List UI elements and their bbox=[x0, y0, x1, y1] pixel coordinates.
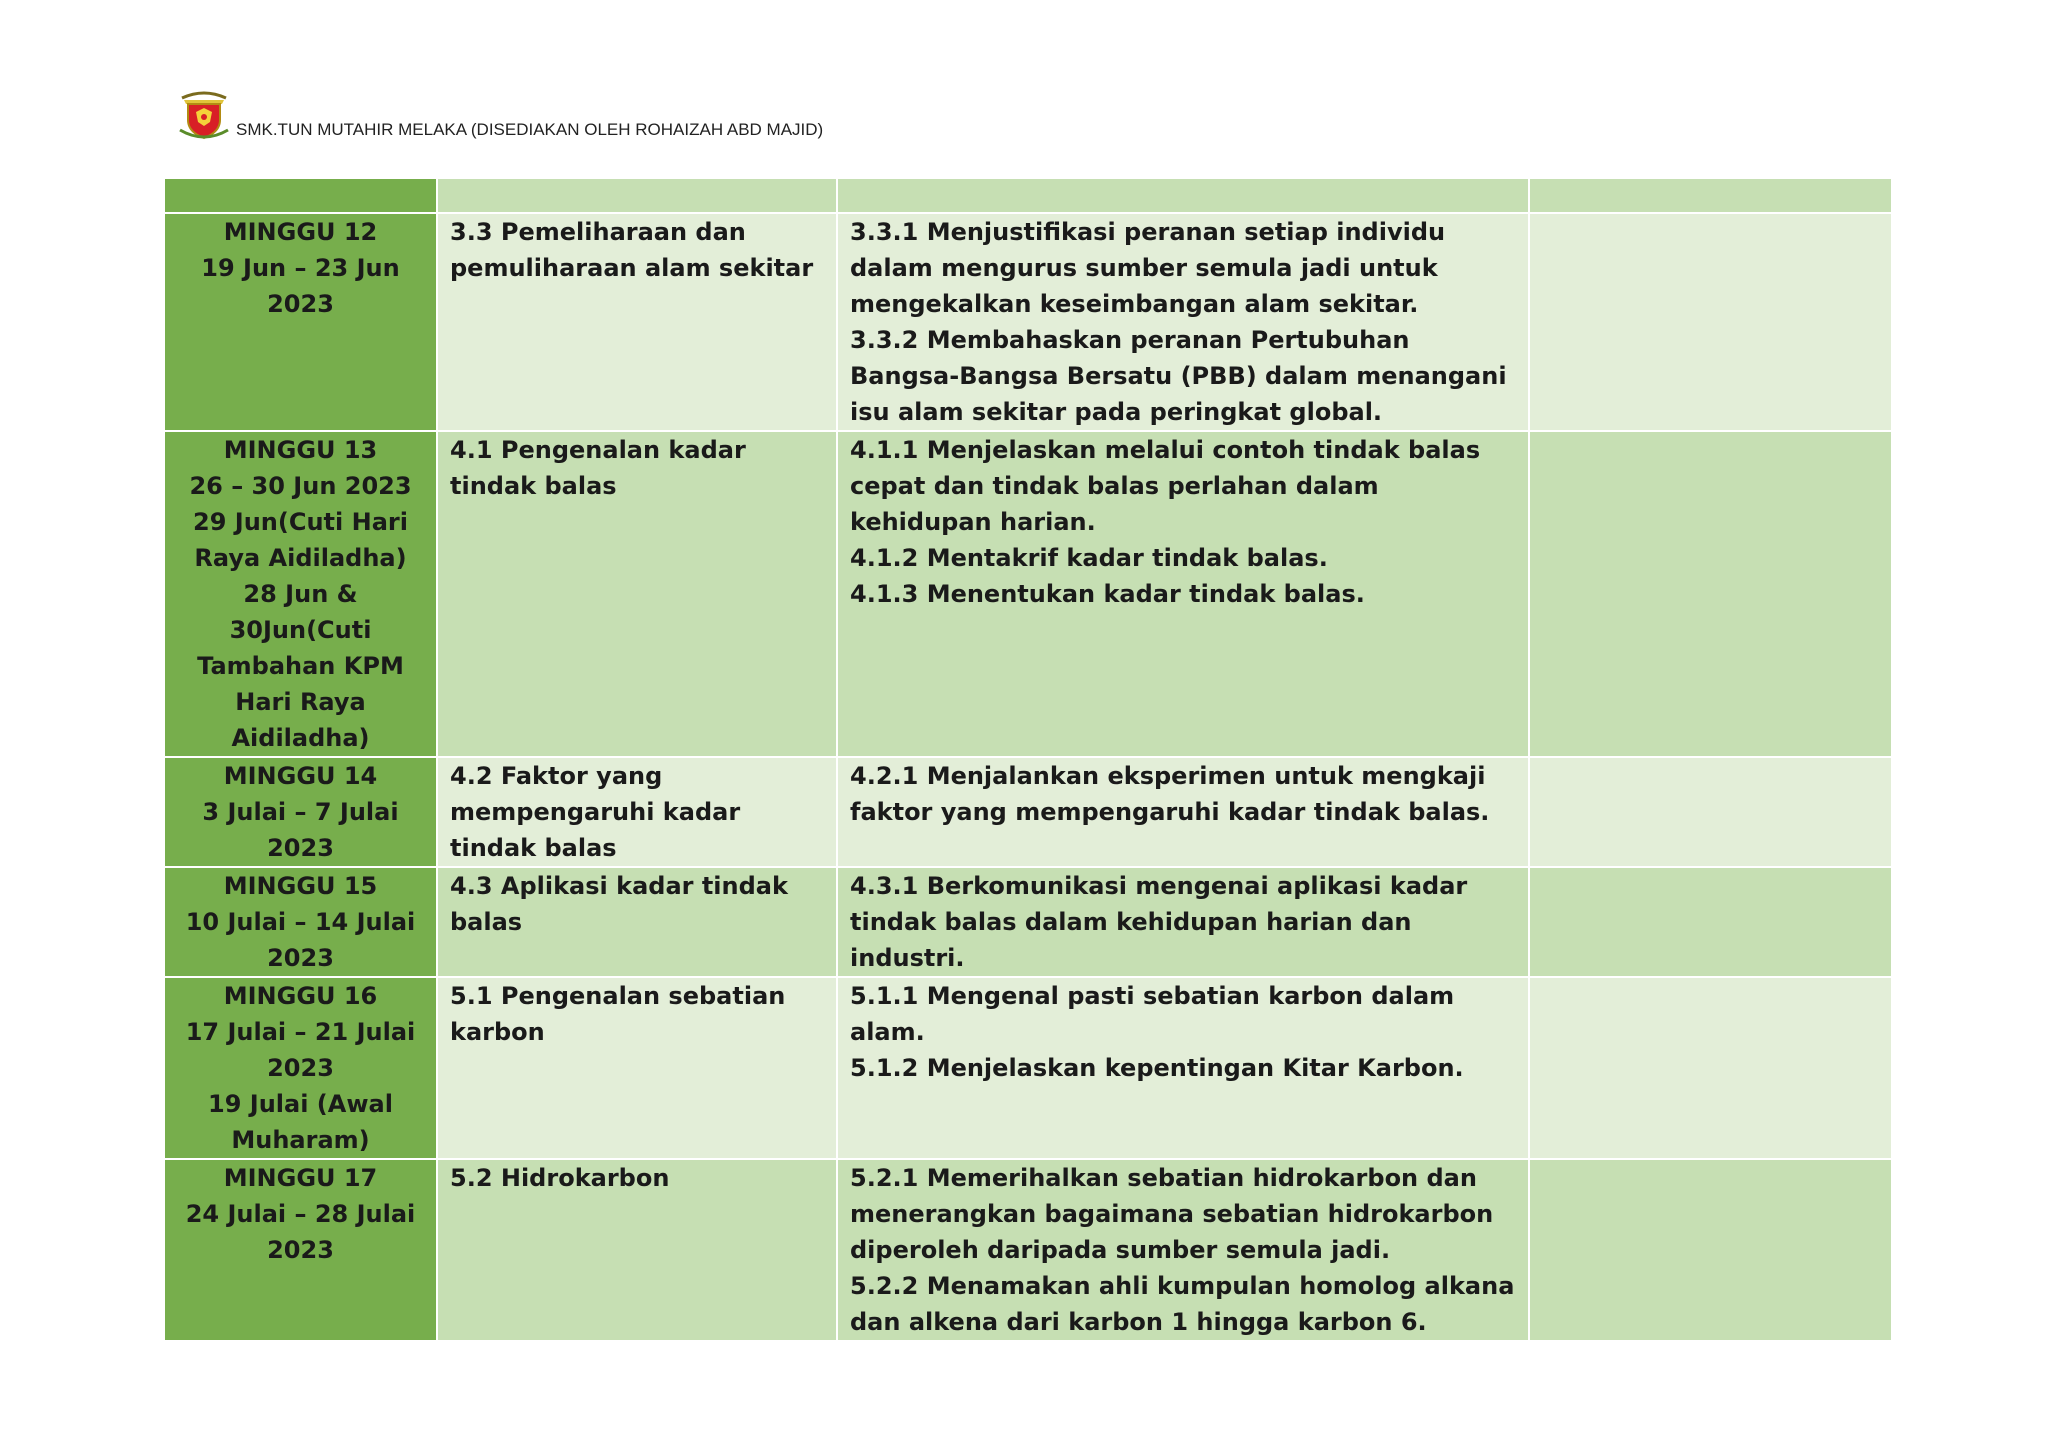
week-cell: MINGGU 15 10 Julai – 14 Julai 2023 bbox=[164, 867, 437, 977]
learning-standard-cell: 4.3.1 Berkomunikasi mengenai aplikasi kadar tindak balas dalam kehidupan harian dan industri. bbox=[837, 867, 1529, 977]
school-header-text: SMK.TUN MUTAHIR MELAKA (DISEDIAKAN OLEH ROHAIZAH ABD MAJID) bbox=[236, 120, 824, 139]
topic-cell: 5.2 Hidrokarbon bbox=[437, 1159, 837, 1341]
table-row bbox=[164, 867, 1892, 977]
week-cell: MINGGU 12 19 Jun – 23 Jun 2023 bbox=[164, 213, 437, 431]
topic-cell: 3.3 Pemeliharaan dan pemuliharaan alam sekitar bbox=[437, 213, 837, 431]
notes-cell bbox=[1529, 1159, 1892, 1341]
lesson-plan-table bbox=[163, 177, 1893, 1342]
learning-standard-cell: 5.1.1 Mengenal pasti sebatian karbon dalam alam. 5.1.2 Menjelaskan kepentingan Kitar Karbon. bbox=[837, 977, 1529, 1159]
table-row bbox=[164, 1159, 1892, 1341]
header-cell-notes bbox=[1529, 178, 1892, 213]
header-cell-week bbox=[164, 178, 437, 213]
table-row bbox=[164, 977, 1892, 1159]
notes-cell bbox=[1529, 431, 1892, 757]
table-row bbox=[164, 757, 1892, 867]
learning-standard-cell: 5.2.1 Memerihalkan sebatian hidrokarbon dan menerangkan bagaimana sebatian hidrokarbon diperoleh daripada sumber semula jadi. 5.2.2 Menamakan ahli kumpulan homolog alkana dan alkena dari karbon 1 hingga karbon 6. bbox=[837, 1159, 1529, 1341]
week-cell: MINGGU 17 24 Julai – 28 Julai 2023 bbox=[164, 1159, 437, 1341]
learning-standard-cell: 4.2.1 Menjalankan eksperimen untuk mengkaji faktor yang mempengaruhi kadar tindak balas. bbox=[837, 757, 1529, 867]
header-cell-standard bbox=[837, 178, 1529, 213]
notes-cell bbox=[1529, 867, 1892, 977]
learning-standard-cell: 3.3.1 Menjustifikasi peranan setiap individu dalam mengurus sumber semula jadi untuk mengekalkan keseimbangan alam sekitar. 3.3.2 Membahaskan peranan Pertubuhan Bangsa-Bangsa Bersatu (PBB) dalam menangani isu alam sekitar pada peringkat global. bbox=[837, 213, 1529, 431]
week-cell: MINGGU 13 26 – 30 Jun 2023 29 Jun(Cuti Hari Raya Aidiladha) 28 Jun & 30Jun(Cuti Tambahan KPM Hari Raya Aidiladha) bbox=[164, 431, 437, 757]
topic-cell: 4.3 Aplikasi kadar tindak balas bbox=[437, 867, 837, 977]
topic-cell: 5.1 Pengenalan sebatian karbon bbox=[437, 977, 837, 1159]
page-header bbox=[176, 86, 823, 142]
table-row bbox=[164, 431, 1892, 757]
notes-cell bbox=[1529, 977, 1892, 1159]
notes-cell bbox=[1529, 213, 1892, 431]
week-cell: MINGGU 14 3 Julai – 7 Julai 2023 bbox=[164, 757, 437, 867]
topic-cell: 4.1 Pengenalan kadar tindak balas bbox=[437, 431, 837, 757]
header-cell-topic bbox=[437, 178, 837, 213]
table-header-row bbox=[164, 178, 1892, 213]
school-crest-icon bbox=[176, 86, 232, 142]
notes-cell bbox=[1529, 757, 1892, 867]
topic-cell: 4.2 Faktor yang mempengaruhi kadar tindak balas bbox=[437, 757, 837, 867]
learning-standard-cell: 4.1.1 Menjelaskan melalui contoh tindak balas cepat dan tindak balas perlahan dalam kehidupan harian. 4.1.2 Mentakrif kadar tindak balas. 4.1.3 Menentukan kadar tindak balas. bbox=[837, 431, 1529, 757]
table-row bbox=[164, 213, 1892, 431]
week-cell: MINGGU 16 17 Julai – 21 Julai 2023 19 Julai (Awal Muharam) bbox=[164, 977, 437, 1159]
